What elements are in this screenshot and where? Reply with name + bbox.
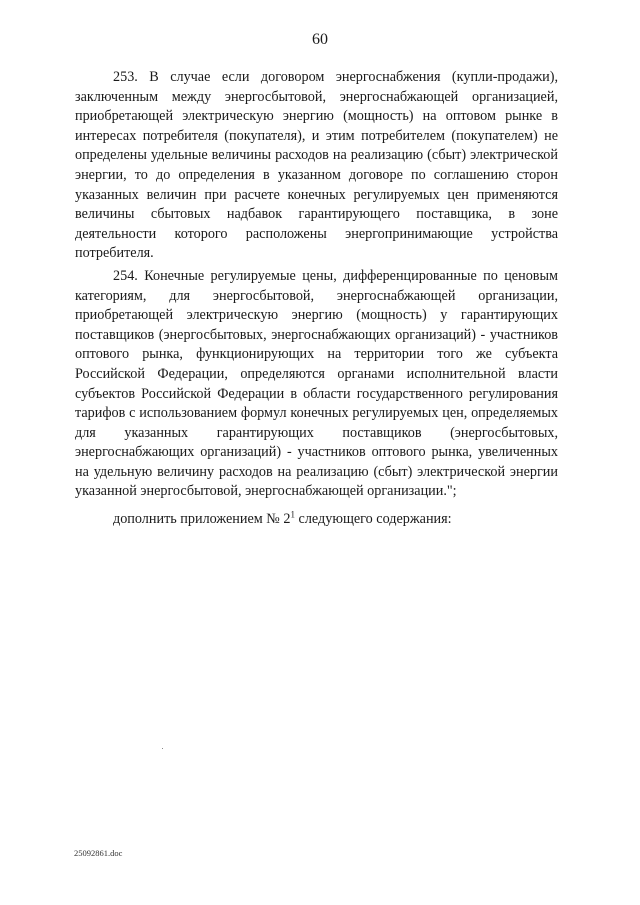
document-body [75,68,558,530]
page-number: 60 [312,31,328,48]
footer-filename: 25092861.doc [74,848,123,858]
scan-speck [162,748,163,749]
closing-line [75,510,558,530]
paragraph-253: 253. В случае если договором энергоснабжения (купли-продажи), заключенным между энергосбытовой, энергоснабжающей организацией, приобретающей электрическую энергию (мощность) на оптовом рынке в интересах потребителя (покупателя), и этим потребителем (покупателем) не определены удельные величины расходов на реализацию (сбыт) электрической энергии, то до определения в указанном договоре по соглашению сторон указанных величин при расчете конечных регулируемых цен применяются величины сбытовых надбавок гарантирующего поставщика, в зоне деятельности которого расположены энергопринимающие устройства потребителя. [75,69,558,262]
paragraph-254: 254. Конечные регулируемые цены, дифференцированные по ценовым категориям, для энергосбытовой, энергоснабжающей организации, приобретающей электрическую энергию (мощность) у гарантирующих поставщиков (энергосбытовых, энергоснабжающих организаций) - участников оптового рынка, функционирующих на территории того же субъекта Российской Федерации, определяются органами исполнительной власти субъектов Российской Федерации в области государственного регулирования тарифов с использованием формул конечных регулируемых цен, определяемых для указанных гарантирующих поставщиков (энергосбытовых, энергоснабжающих организаций) - участников оптового рынка, увеличенных на удельную величину расходов на реализацию (сбыт) электрической энергии указанной энергосбытовой, энергоснабжающей организации."; [75,267,558,500]
closing-superscript: 1 [290,509,295,520]
closing-text-end: следующего содержания: [295,511,452,528]
closing-text: дополнить приложением № 2 [113,511,291,528]
